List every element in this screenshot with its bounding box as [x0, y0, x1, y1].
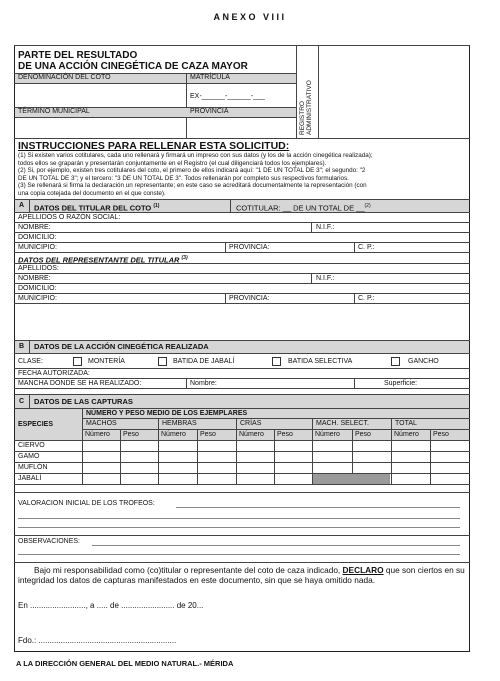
peso-header: Peso: [277, 431, 293, 438]
section-b-title: DATOS DE LA ACCIÓN CINEGÉTICA REALIZADA: [34, 342, 209, 351]
apellidos-label: APELLIDOS O RAZÓN SOCIAL:: [18, 214, 121, 221]
rep-domicilio-label: DOMICILIO:: [18, 285, 57, 292]
peso-header: Peso: [200, 431, 216, 438]
instruction-line: (3) Se rellenará si firma la declaración un representante; en este caso se acreditará documentalmente la representación (con: [18, 182, 367, 190]
peso-header: Peso: [355, 431, 371, 438]
registro-label-1: REGISTRO: [299, 101, 306, 135]
numero-header: Número: [161, 431, 186, 438]
fecha-label: FECHA AUTORIZADA:: [18, 370, 90, 377]
termino-label: TÉRMINO MUNICIPAL: [18, 108, 90, 115]
nombre-label: NOMBRE:: [18, 224, 51, 231]
mach-select-header: MACH. SELECT.: [316, 420, 369, 427]
peso-header: Peso: [433, 431, 449, 438]
instructions-title: INSTRUCCIONES PARA RELLENAR ESTA SOLICITUD:: [18, 140, 290, 152]
domicilio-label: DOMICILIO:: [18, 234, 57, 241]
signature-field[interactable]: Fdo.: ..............................................................: [18, 636, 177, 645]
coto-name-label: DENOMINACIÓN DEL COTO: [18, 74, 111, 81]
species-row-label: GAMO: [18, 453, 40, 460]
instruction-line: una copia cotejada del documento en el que conste).: [18, 189, 166, 197]
batida-selectiva-checkbox[interactable]: [272, 357, 281, 366]
observaciones-label: OBSERVACIONES:: [18, 538, 80, 545]
instruction-line: todos ellos se graparán y presentarán conjuntamente en el Registro (el cual diligenciará todos los ejemplares).: [18, 159, 327, 167]
matricula-field[interactable]: EX-______-______-___: [190, 93, 265, 100]
section-a-letter: A: [19, 202, 25, 209]
declaro-word: DECLARO: [342, 565, 384, 575]
jabali-select-blocked: [313, 474, 390, 484]
batida-selectiva-label: BATIDA SELECTIVA: [288, 358, 353, 365]
peso-header: Peso: [123, 431, 139, 438]
form-title-line1: PARTE DEL RESULTADO: [18, 50, 138, 61]
monteria-label: MONTERÍA: [88, 358, 125, 365]
section-b-letter: B: [19, 343, 25, 350]
especies-header: ESPECIES: [18, 421, 54, 428]
group-header: NÚMERO Y PESO MEDIO DE LOS EJEMPLARES: [86, 410, 248, 417]
rep-nombre-label: NOMBRE:: [18, 275, 51, 282]
section-c-letter: C: [19, 398, 25, 405]
total-header: TOTAL: [395, 420, 417, 427]
species-row-label: CIERVO: [18, 442, 45, 449]
numero-header: Número: [85, 431, 110, 438]
section-c-title: DATOS DE LAS CAPTURAS: [34, 397, 133, 406]
species-row-label: JABALÍ: [18, 475, 42, 482]
gancho-checkbox[interactable]: [391, 357, 400, 366]
cotitular-field[interactable]: COTITULAR: __ DE UN TOTAL DE __$^{(2)}$: [236, 203, 371, 213]
cp-label: C. P.:: [358, 244, 375, 251]
monteria-checkbox[interactable]: [73, 357, 82, 366]
registro-label-2: ADMINISTRATIVO: [306, 80, 313, 135]
declaration-text: Bajo mi responsabilidad como (co)titular o representante del coto de caza indicado, DECLARO que son ciertos en su integridad los datos de capturas manifestados en este documento, sin que se haya omitido nada.: [18, 565, 465, 585]
instructions-text: [18, 152, 373, 198]
valoracion-label: VALORACION INICIAL DE LOS TROFEOS:: [18, 500, 155, 507]
instruction-line: (2) Si, por ejemplo, existen tres cotitulares del coto, el primero de ellos indicará aquí: "1 DE UN TOTAL DE 3"; el segundo: "2: [18, 167, 366, 175]
gancho-label: GANCHO: [408, 358, 439, 365]
numero-header: Número: [239, 431, 264, 438]
rep-apellidos-label: APELLIDOS:: [18, 265, 59, 272]
superficie-label: Superficie:: [384, 380, 418, 387]
rep-municipio-label: MUNICIPIO:: [18, 295, 57, 302]
species-row-label: MUFLÓN: [18, 464, 48, 471]
section-a-title: DATOS DEL TITULAR DEL COTO $^{(1)}$: [34, 203, 160, 213]
footer-address: A LA DIRECCIÓN GENERAL DEL MEDIO NATURAL.- MÉRIDA: [16, 659, 234, 668]
numero-header: Número: [394, 431, 419, 438]
matricula-label: MATRÍCULA: [190, 74, 230, 81]
numero-header: Número: [315, 431, 340, 438]
crias-header: CRÍAS: [240, 420, 262, 427]
representante-title: DATOS DEL REPRESENTANTE DEL TITULAR $^{(3)}$: [18, 255, 188, 265]
nif-label: N.I.F.:: [316, 224, 335, 231]
rep-cp-label: C. P.:: [358, 295, 375, 302]
instruction-line: DE UN TOTAL DE 3"; y el tercero: "3 DE UN TOTAL DE 3". Todos rellenarán por completo sus respectivos formularios.: [18, 174, 349, 182]
provincia-label: PROVINCIA: [190, 108, 229, 115]
mancha-nombre-label: Nombre:: [190, 380, 217, 387]
municipio-label: MUNICIPIO:: [18, 244, 57, 251]
provincia-label: PROVINCIA:: [229, 244, 270, 251]
clase-label: CLASE:: [18, 358, 43, 365]
batida-jabali-checkbox[interactable]: [158, 357, 167, 366]
batida-jabali-label: BATIDA DE JABALÍ: [173, 358, 235, 365]
instruction-line: (1) Si existen varios cotitulares, cada uno rellenará y firmará un impreso con sus datos (y los de la acción cinegética realizada);: [18, 152, 373, 159]
rep-provincia-label: PROVINCIA:: [229, 295, 270, 302]
mancha-label: MANCHA DONDE SE HA REALIZADO:: [18, 380, 142, 387]
place-date-field[interactable]: En ........................., a ..... de ........................ de 20...: [18, 601, 204, 610]
rep-nif-label: N.I.F.:: [316, 275, 335, 282]
machos-header: MACHOS: [86, 420, 117, 427]
form-title-line2: DE UNA ACCIÓN CINEGÉTICA DE CAZA MAYOR: [18, 61, 248, 72]
annex-title: ANEXO VIII: [213, 12, 287, 22]
hembras-header: HEMBRAS: [162, 420, 197, 427]
